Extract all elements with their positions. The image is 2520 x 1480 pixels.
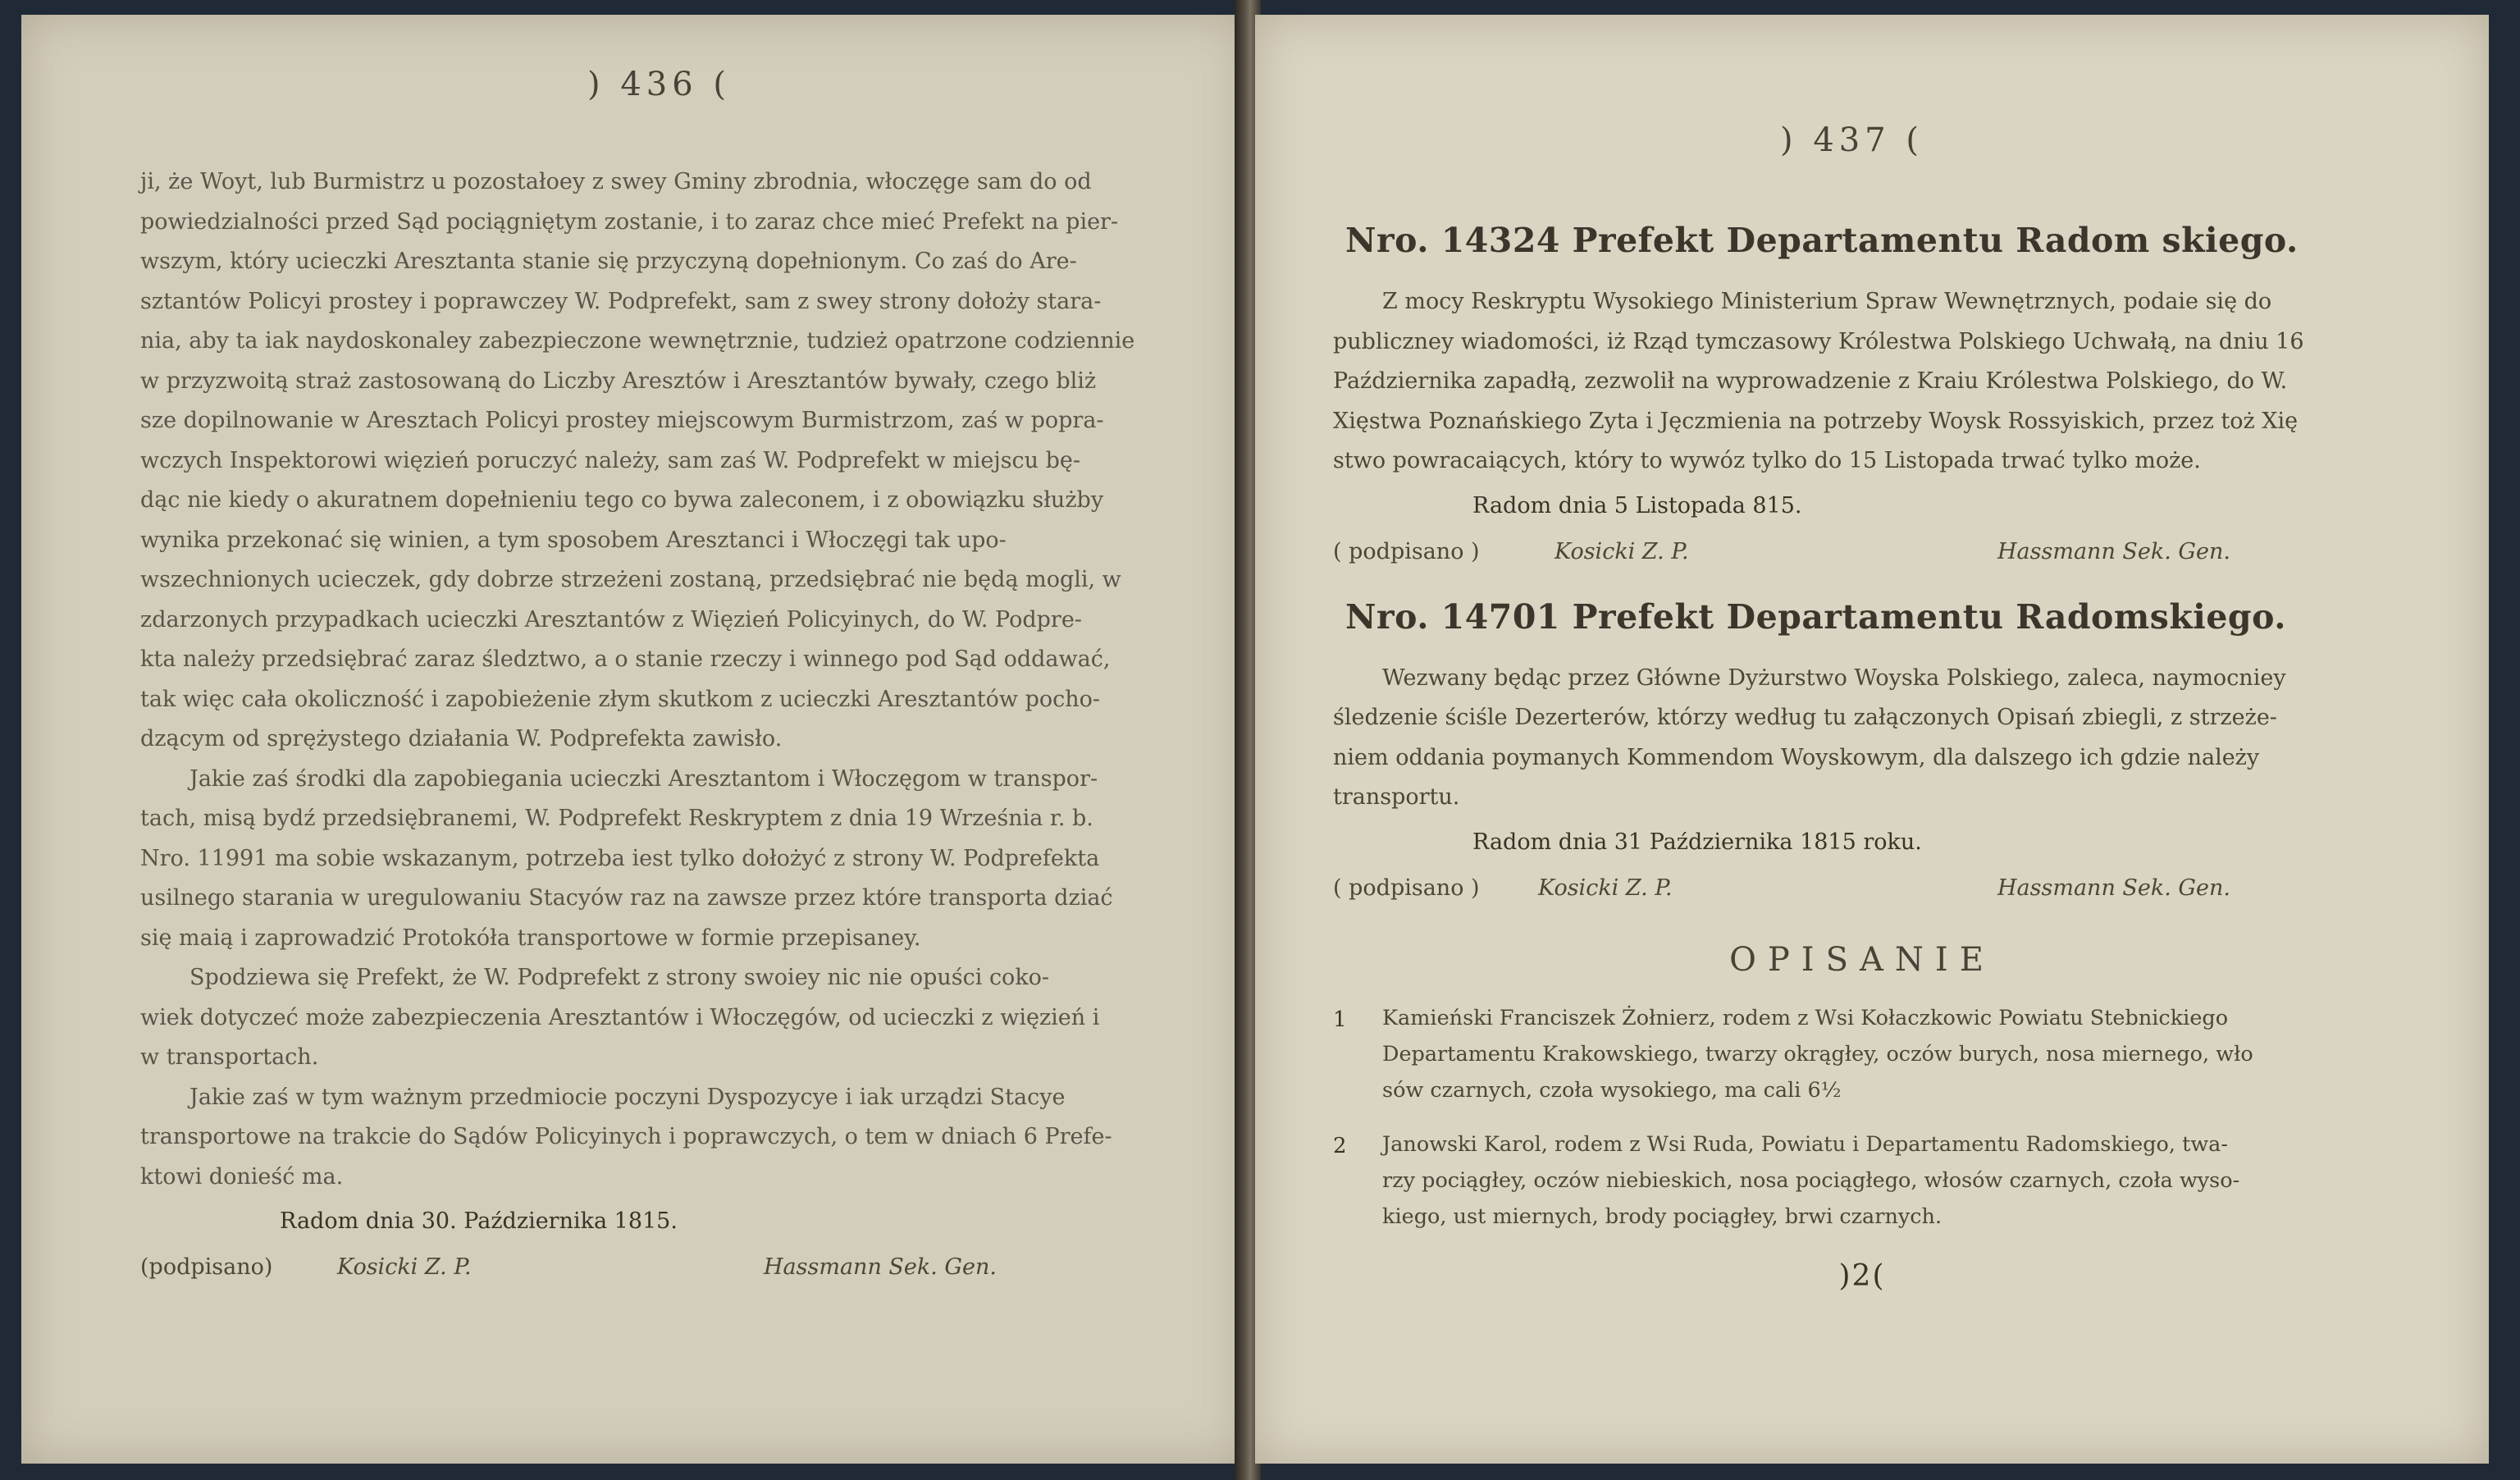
text-line: sztantów Policyi prostey i poprawczey W. Podprefekt, sam z swey strony dołoży stara-: [140, 288, 1102, 314]
podpisano-label: ( podpisano ): [1333, 538, 1480, 564]
text-line: publiczney wiadomości, iż Rząd tymczasowy Królestwa Polskiego Uchwałą, na dniu 16: [1333, 328, 2304, 354]
prefect-signature: Kosicki Z. P.: [337, 1254, 472, 1280]
notice-heading: Nro. 14701 Prefekt Departamentu Radomskiego.: [1345, 596, 2286, 637]
signature-line: [1333, 531, 2391, 580]
text-line: dąc nie kiedy o akuratnem dopełnieniu tego co bywa zaleconem, i z obowiązku służby: [140, 487, 1104, 513]
right-page-number: ) 437 (: [1780, 121, 1924, 159]
secretary-signature: Hassmann Sek. Gen.: [1997, 538, 2230, 564]
signature-line: [1333, 867, 2391, 916]
date-line: Radom dnia 5 Listopada 815.: [1472, 492, 1802, 518]
signature-line: [140, 1246, 1178, 1295]
text-line: usilnego starania w uregulowaniu Stacyów raz na zawsze przez które transporta dziać: [140, 885, 1113, 911]
notice-heading: Nro. 14324 Prefekt Departamentu Radom skiego.: [1345, 221, 2299, 260]
text-line: rzy pociągłey, oczów niebieskich, nosa pociągłego, włosów czarnych, czoła wyso-: [1382, 1167, 2240, 1193]
text-line: Nro. 11991 ma sobie wskazanym, potrzeba iest tylko dołożyć z strony W. Podprefekta: [140, 845, 1100, 871]
text-line: sze dopilnowanie w Aresztach Policyi prostey miejscowym Burmistrzom, zaś w popra-: [140, 408, 1104, 433]
text-line: Października zapadłą, zezwolił na wyprowadzenie z Kraiu Królestwa Polskiego, do W.: [1333, 368, 2288, 394]
left-page-body: [140, 162, 1178, 1295]
podpisano-label: (podpisano): [140, 1254, 273, 1280]
text-line: niem oddania poymanych Kommendom Woyskowym, dla dalszego ich gdzie należy: [1333, 744, 2260, 770]
text-line: Spodziewa się Prefekt, że W. Podprefekt z strony swoiey nic nie opuści coko-: [189, 965, 1050, 990]
text-line: w transportach.: [140, 1044, 319, 1070]
text-line: sów czarnych, czoła wysokiego, ma cali 6½: [1382, 1077, 1842, 1103]
podpisano-label: ( podpisano ): [1333, 875, 1480, 901]
text-line: się maią i zaprowadzić Protokóła transportowe w formie przepisaney.: [140, 925, 921, 951]
text-line: wszechnionych ucieczek, gdy dobrze strzeżeni zostaną, przedsiębrać nie będą mogli, w: [140, 567, 1121, 592]
date-line: Radom dnia 30. Października 1815.: [280, 1208, 678, 1234]
text-line: Departamentu Krakowskiego, twarzy okrągłey, oczów burych, nosa miernego, wło: [1382, 1041, 2253, 1067]
prefect-signature: Kosicki Z. P.: [1538, 875, 1673, 901]
text-line: Janowski Karol, rodem z Wsi Ruda, Powiatu i Departamentu Radomskiego, twa-: [1382, 1131, 2228, 1157]
text-line: tach, misą bydź przedsiębranemi, W. Podprefekt Reskryptem z dnia 19 Września r. b.: [140, 806, 1093, 831]
text-line: kta należy przedsiębrać zaraz śledztwo, a o stanie rzeczy i winnego pod Sąd oddawać,: [140, 646, 1111, 672]
text-line: śledzenie ściśle Dezerterów, którzy według tu załączonych Opisań zbiegli, z strzeże-: [1333, 705, 2277, 730]
catchword: )2(: [1838, 1258, 1886, 1293]
text-line: transportu.: [1333, 784, 1460, 810]
text-line: Kamieński Franciszek Żołnierz, rodem z Wsi Kołaczkowic Powiatu Stebnickiego: [1382, 1005, 2229, 1030]
right-page-body: [1333, 203, 2391, 1293]
text-line: ktowi donieść ma.: [140, 1163, 344, 1190]
text-line: stwo powracaiących, który to wywóz tylko do 15 Listopada trwać tylko może.: [1333, 448, 2201, 473]
right-page: [1255, 15, 2489, 1464]
text-line: transportowe na trakcie do Sądów Policyinych i poprawczych, o tem w dniach 6 Prefe-: [140, 1124, 1112, 1149]
secretary-signature: Hassmann Sek. Gen.: [764, 1254, 997, 1280]
text-line: wszym, który ucieczki Aresztanta stanie się przyczyną dopełnionym. Co zaś do Are-: [140, 249, 1077, 274]
left-page-number: ) 436 (: [587, 66, 731, 103]
prefect-signature: Kosicki Z. P.: [1554, 538, 1689, 564]
secretary-signature: Hassmann Sek. Gen.: [1997, 875, 2230, 901]
text-line: kiego, ust miernych, brody pociągłey, brwi czarnych.: [1382, 1204, 1942, 1229]
text-line: nia, aby ta iak naydoskonaley zabezpieczone wewnętrznie, tudzież opatrzone codziennie: [140, 328, 1135, 354]
text-line: w przyzwoitą straż zastosowaną do Liczby Aresztów i Aresztantów bywały, czego bliż: [140, 368, 1097, 394]
entry-number: 1: [1333, 1007, 1347, 1032]
text-line: wiek dotyczeć może zabezpieczenia Aresztantów i Włoczęgów, od ucieczki z więzień i: [140, 1004, 1100, 1030]
list-item: [1333, 1000, 2391, 1108]
text-line: Jakie zaś środki dla zapobiegania ucieczki Aresztantom i Włoczęgom w transpor-: [189, 765, 1098, 792]
text-line: zdarzonych przypadkach ucieczki Aresztantów z Więzień Policyinych, do W. Podpre-: [140, 606, 1082, 633]
entry-number: 2: [1333, 1133, 1347, 1158]
left-page: [21, 15, 1245, 1464]
list-item: [1333, 1126, 2391, 1235]
text-line: Xięstwa Poznańskiego Zyta i Jęczmienia na potrzeby Woysk Rossyiskich, przez toż Xię: [1333, 408, 2299, 434]
date-line: Radom dnia 31 Października 1815 roku.: [1472, 829, 1922, 855]
text-line: ji, że Woyt, lub Burmistrz u pozostałoey z swey Gminy zbrodnia, włoczęge sam do od: [140, 169, 1092, 194]
text-line: Jakie zaś w tym ważnym przedmiocie poczyni Dyspozycye i iak urządzi Stacye: [189, 1084, 1066, 1110]
text-line: Wezwany będąc przez Główne Dyżurstwo Woyska Polskiego, zaleca, naymocniey: [1382, 665, 2286, 691]
text-line: Z mocy Reskryptu Wysokiego Ministerium Spraw Wewnętrznych, podaie się do: [1382, 289, 2272, 314]
text-line: wynika przekonać się winien, a tym sposobem Aresztanci i Włoczęgi tak upo-: [140, 527, 1007, 553]
section-title: OPISANIE: [1729, 940, 1995, 979]
text-line: wczych Inspektorowi więzień poruczyć należy, sam zaś W. Podprefekt w miejscu bę-: [140, 447, 1081, 473]
text-line: powiedzialności przed Sąd pociągniętym zostanie, i to zaraz chce mieć Prefekt na pier-: [140, 208, 1119, 235]
text-line: dzącym od sprężystego działania W. Podprefekta zawisło.: [140, 726, 783, 751]
text-line: tak więc cała okoliczność i zapobieżenie złym skutkom z ucieczki Aresztantów pocho-: [140, 686, 1100, 712]
